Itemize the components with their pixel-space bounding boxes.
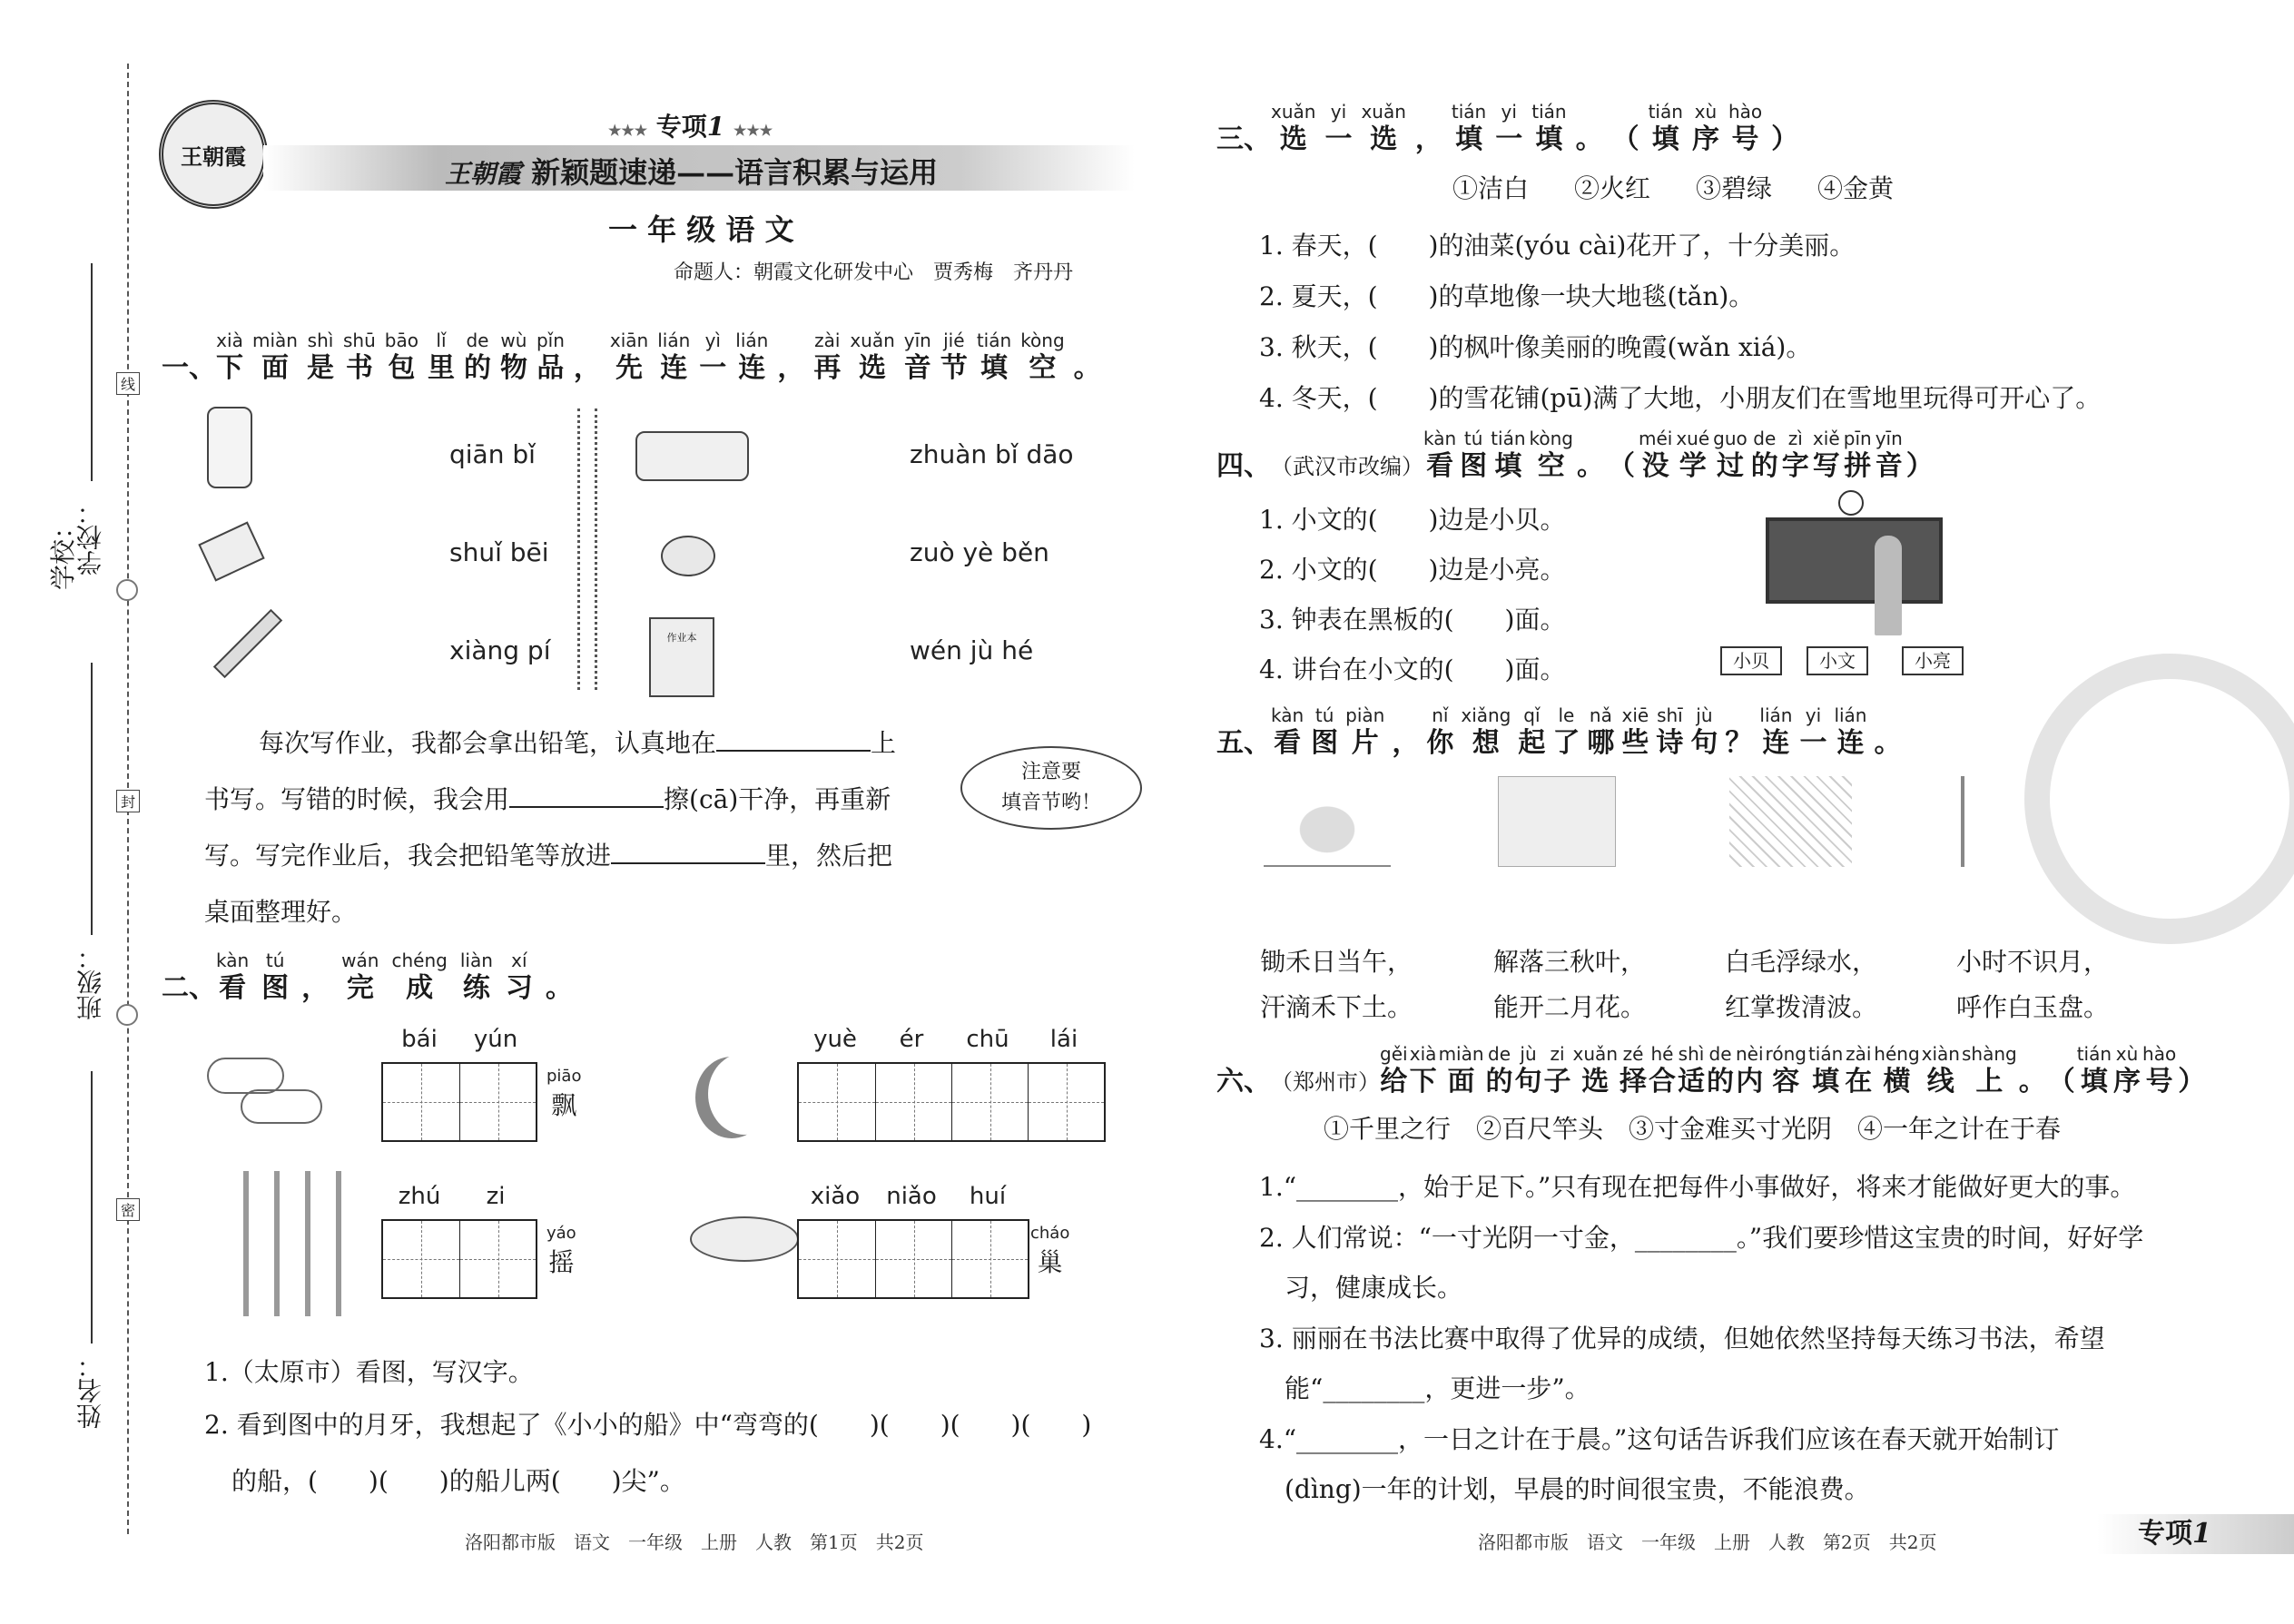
poem-1[interactable]: 锄禾日当午， 汗滴禾下土。 (1260, 947, 1413, 1022)
pinyin-char: tián 填 (1807, 1043, 1844, 1097)
pinyin-char: 。 (1575, 123, 1603, 155)
bottle-icon (207, 407, 252, 488)
notebook-icon: 作业本 (649, 617, 714, 697)
pinyin-char: zì 字 (1781, 428, 1809, 482)
pinyin-zuoyeben[interactable]: zuò yè běn (910, 537, 1049, 567)
pinyin-char: tú 图 (261, 950, 290, 1004)
pinyin-char: shàng 上 (1961, 1043, 2017, 1097)
poem-2[interactable]: 解落三秋叶， 能开二月花。 (1493, 947, 1647, 1022)
pinyin-char: héng 横 (1874, 1043, 1920, 1097)
name-label: 姓名： (75, 1353, 105, 1429)
pinyin-char: yīn 音 (903, 330, 931, 384)
grid-yueerchulai: yuè ér chū lái (797, 1026, 1106, 1142)
pinyin-char: shì 是 (306, 330, 334, 384)
subtitle: 一 年 级 语 文 (608, 212, 794, 247)
desk-label: 小文 (1807, 646, 1868, 675)
cloud-icon (241, 1089, 322, 1124)
pinyin-char: ） (1771, 123, 1799, 155)
pinyin-char: yīn 音 (1875, 428, 1903, 482)
class-label: 班级： (75, 944, 105, 1020)
pinyin-char: hào 号 (1728, 101, 1763, 155)
section-badge: ★★★ 专项1 ★★★ (608, 112, 773, 142)
s5-heading: 五、 kàn 看 tú 图 piàn 片 ， nǐ 你 xiǎng 想 qǐ 起 le 了 nǎ 哪 xiē 些 shī 诗 jù 句 ？ lián 连 yi 一 lián 连 。 (1216, 704, 1902, 759)
pinyin-char: bāo 包 (384, 330, 418, 384)
pinyin-char: shī 诗 (1656, 704, 1684, 759)
name-line[interactable] (91, 1071, 93, 1343)
desk-label: 小贝 (1720, 646, 1782, 675)
pinyin-char: liàn 练 (459, 950, 493, 1004)
pinyin-char: lián 连 (735, 330, 769, 384)
pinyin-char: jié 节 (940, 330, 968, 384)
pinyin-char: 。 (1577, 450, 1604, 482)
pinyin-char: xuǎn 选 (1271, 101, 1316, 155)
eraser-icon (198, 521, 264, 581)
pinyin-char: xù 序 (1691, 101, 1719, 155)
s2-q1: 1.（太原市）看图，写汉字。 (204, 1357, 534, 1387)
pinyin-char: xiān 先 (609, 330, 649, 384)
pinyin-char: de 的 (1750, 428, 1778, 482)
pinyin-char: tián 填 (1531, 101, 1567, 155)
pinyin-char: yi 一 (1324, 101, 1353, 155)
hole-icon (116, 1004, 138, 1026)
pinyin-char: jù 句 (1514, 1043, 1542, 1097)
binding-margin (48, 64, 154, 1534)
grid-zhuzi: zhú zi (381, 1183, 537, 1299)
pinyin-char: shū 书 (342, 330, 376, 384)
moon-icon (708, 1053, 781, 1135)
pinyin-char: jù 句 (1690, 704, 1718, 759)
pinyin-char: xià 下 (1409, 1043, 1437, 1097)
moon-child-image (1498, 776, 1616, 867)
footer-page2: 洛阳都市版 语文 一年级 上册 人教 第2页 共2页 (1478, 1531, 1937, 1553)
pinyin-char: miàn 面 (252, 330, 298, 384)
pinyin-char: zài 再 (813, 330, 842, 384)
cloud-icon (207, 1058, 284, 1094)
pencil-icon (213, 609, 282, 678)
sharpener-icon (661, 536, 715, 576)
pinyin-char: ， (573, 352, 601, 384)
class-line[interactable] (91, 663, 93, 935)
pinyin-char: de 的 (1485, 1043, 1513, 1097)
footer-page1: 洛阳都市版 语文 一年级 上册 人教 第1页 共2页 (465, 1531, 924, 1553)
pinyin-char: zài 在 (1845, 1043, 1873, 1097)
s1-heading: 一、 xià 下 miàn 面 shì 是 shū 书 bāo 包 lǐ 里 de 的 wù 物 pǐn 品 ， xiān 先 lián 连 yì 一 lián 连 ， zài 再 xuǎn 选 yīn 音 jié 节 tián 填 kòng 空 。 (162, 330, 1101, 384)
pinyin-char: tián 填 (1648, 101, 1683, 155)
pinyin-char: lián 连 (1759, 704, 1793, 759)
s3-heading: 三、 xuǎn 选 yi 一 xuǎn 选 ， tián 填 yi 一 tián 填 。 （ tián 填 xù 序 hào 号 ） (1216, 101, 1799, 155)
s6-options: ①千里之行 ②百尺竿头 ③寸金难买寸光阴 ④一年之计在于春 (1324, 1114, 2062, 1144)
pinyin-char: ？ (1725, 727, 1753, 759)
pinyin-shuibei[interactable]: shuǐ bēi (449, 537, 549, 567)
pinyin-char: zé 择 (1620, 1043, 1647, 1097)
s1-paragraph: 每次写作业，我都会拿出铅笔，认真地在 上 书写。写错的时候，我会用 擦(cā)干净，再重新 写。写完作业后，我会把铅笔等放进 里，然后把 桌面整理好。 (204, 728, 897, 927)
pinyin-char: piàn 片 (1345, 704, 1385, 759)
pinyin-char: xí 习 (505, 950, 533, 1004)
seal-line: 线 (116, 372, 140, 395)
pinyin-char: xiàn 线 (1921, 1043, 1960, 1097)
pinyin-char: lián 连 (657, 330, 691, 384)
pinyin-char: nèi 内 (1736, 1043, 1764, 1097)
pinyin-char: yì 一 (699, 330, 727, 384)
s4-heading: 四、 （武汉市改编） kàn 看 tú 图 tián 填 kòng 空 。 （ méi 没 xué 学 guo 过 de 的 zì 字 xiě 写 pīn 拼 yīn 音 ） (1216, 428, 1934, 482)
pinyin-char: kòng 空 (1529, 428, 1573, 482)
s6-heading: 六、 （郑州市） gěi 给 xià 下 miàn 面 de 的 jù 句 zi 子 xuǎn 选 zé 择 hé 合 shì 适 de 的 nèi 内 róng 容 tián 填 zài 在 héng 横 xiàn 线 shàng 上 。 （ tián 填 xù 序 hào 号 ） (1216, 1043, 2206, 1097)
pinyin-char: guo 过 (1713, 428, 1748, 482)
s2-q2-cont: 的船，( )( )的船儿两( )尖”。 (231, 1466, 685, 1496)
pinyin-char: tú 图 (1311, 704, 1339, 759)
school-label: 学校： (75, 499, 105, 576)
pinyin-char: 。 (2018, 1066, 2046, 1097)
pinyin-char: tú 图 (1460, 428, 1488, 482)
pinyin-char: lián 连 (1834, 704, 1867, 759)
blank[interactable] (611, 839, 765, 864)
pinyin-char: （ (1608, 450, 1635, 482)
s3-items: 1. 春天，( )的油菜(yóu cài)花开了，十分美丽。 2. 夏天，( )的草地像一块大地毯(tǎn)。 3. 秋天，( )的枫叶像美丽的晚霞(wǎn xiá)。 4. 冬天，( )的雪花铺(pū)满了大地，小朋友们在雪地里玩得可开心了。 (1259, 231, 2102, 413)
bamboo-icon (218, 1171, 345, 1316)
bird-nest-icon (690, 1216, 799, 1262)
geese-image (1264, 776, 1391, 867)
side-char-yao: yáo 摇 (546, 1224, 576, 1277)
pinyin-char: kòng 空 (1020, 330, 1065, 384)
pencil-box-icon (635, 431, 749, 481)
authors: 命题人：朝霞文化研发中心 贾秀梅 齐丹丹 (674, 261, 1074, 284)
pinyin-xiangpi[interactable]: xiàng pí (449, 635, 551, 665)
pinyin-char: méi 没 (1639, 428, 1673, 482)
side-char-chao: cháo 巢 (1030, 1224, 1070, 1277)
pinyin-char: kàn 看 (1423, 428, 1457, 482)
clock-icon (1838, 490, 1864, 516)
desk-label: 小亮 (1902, 646, 1964, 675)
pinyin-char: 。 (545, 972, 573, 1004)
pinyin-wenjuhe[interactable]: wén jù hé (910, 635, 1034, 665)
pinyin-char: zi 子 (1543, 1043, 1571, 1097)
pinyin-char: gěi 给 (1380, 1043, 1408, 1097)
pinyin-char: qǐ 起 (1518, 704, 1546, 759)
pinyin-char: tián 填 (1451, 101, 1487, 155)
pinyin-char: ） (2178, 1066, 2206, 1097)
pinyin-char: hào 号 (2142, 1043, 2177, 1097)
pinyin-char: nǐ 你 (1426, 704, 1454, 759)
s2-heading: 二、 kàn 看 tú 图 ， wán 完 chéng 成 liàn 练 xí 习 。 (162, 950, 573, 1004)
school-line[interactable] (91, 263, 93, 481)
pinyin-char: 。 (1073, 352, 1101, 384)
pinyin-char: tián 填 (2076, 1043, 2112, 1097)
pinyin-char: xuǎn 选 (1361, 101, 1406, 155)
pinyin-char: pīn 拼 (1843, 428, 1872, 482)
pinyin-char: shì 适 (1678, 1043, 1705, 1097)
pinyin-char: tián 填 (976, 330, 1012, 384)
grid-xiaoniaohui: xiǎo niǎo huí (797, 1183, 1029, 1299)
side-char-piao: piāo 飘 (546, 1067, 582, 1120)
pinyin-char: miàn 面 (1438, 1043, 1484, 1097)
pinyin-zhuanbidao[interactable]: zhuàn bǐ dāo (910, 439, 1074, 469)
pinyin-char: róng 容 (1765, 1043, 1807, 1097)
logo: 王朝霞 (159, 100, 268, 209)
pinyin-char: xué 学 (1676, 428, 1710, 482)
pinyin-char: （ (2047, 1066, 2075, 1097)
poem-3[interactable]: 白毛浮绿水， 红掌拨清波。 (1725, 947, 1878, 1022)
pinyin-char: xù 序 (2113, 1043, 2141, 1097)
pinyin-char: ） (1905, 450, 1934, 482)
blank[interactable] (509, 782, 664, 808)
pinyin-char: kàn 看 (1271, 704, 1305, 759)
pinyin-char: xuǎn 选 (1572, 1043, 1618, 1097)
pinyin-char: xiě 写 (1812, 428, 1840, 482)
pinyin-char: xià 下 (216, 330, 243, 384)
pinyin-char: tián 填 (1491, 428, 1526, 482)
wind-tree-image (1961, 776, 2070, 867)
pinyin-char: ， (1414, 123, 1442, 155)
seal-secret: 密 (116, 1198, 140, 1221)
pinyin-char: pǐn 品 (536, 330, 565, 384)
hole-icon (116, 579, 138, 601)
farmer-image (1729, 776, 1852, 867)
s4-items: 1. 小文的( )边是小贝。 2. 小文的( )边是小亮。 3. 钟表在黑板的( )面。 4. 讲台在小文的( )面。 (1259, 505, 1566, 684)
blank[interactable] (716, 726, 871, 752)
poem-4[interactable]: 小时不识月， 呼作白玉盘。 (1956, 947, 2110, 1022)
teacher (1875, 536, 1902, 635)
school-label: 学校： (48, 513, 78, 590)
pinyin-char: ， (777, 352, 805, 384)
pinyin-char: kàn 看 (216, 950, 250, 1004)
corner-badge: 专项1 (2097, 1514, 2294, 1554)
pinyin-char: yi 一 (1799, 704, 1827, 759)
pinyin-char: chéng 成 (391, 950, 448, 1004)
pinyin-char: de 的 (463, 330, 491, 384)
page-title: 王朝霞 新颖题速递——语言积累与运用 (445, 155, 939, 190)
pinyin-char: hé 合 (1649, 1043, 1676, 1097)
pinyin-char: wù 物 (499, 330, 527, 384)
pinyin-qianbi[interactable]: qiān bǐ (449, 439, 536, 469)
pinyin-char: 。 (1874, 727, 1902, 759)
pinyin-char: nǎ 哪 (1587, 704, 1615, 759)
pinyin-char: ， (301, 972, 330, 1004)
pinyin-char: xuǎn 选 (850, 330, 895, 384)
pinyin-char: le 了 (1552, 704, 1580, 759)
hint-cloud: 注意要 填音节哟！ (960, 746, 1142, 830)
pinyin-char: lǐ 里 (427, 330, 455, 384)
s2-q2: 2. 看到图中的月牙，我想起了《小小的船》中“弯弯的( )( )( )( ) (204, 1410, 1092, 1440)
classroom-image (1716, 490, 1981, 681)
pinyin-char: xiē 些 (1621, 704, 1649, 759)
pinyin-char: （ (1611, 123, 1639, 155)
blackboard (1766, 517, 1943, 604)
grid-baiyun: bái yún (381, 1026, 537, 1142)
binder-ring (577, 408, 597, 690)
pinyin-char: xiǎng 想 (1461, 704, 1511, 759)
pinyin-char: wán 完 (341, 950, 379, 1004)
s6-items: 1.“________，始于足下。”只有现在把每件小事做好，将来才能做好更大的事。 2. 人们常说：“一寸光阴一寸金，________。”我们要珍惜这宝贵的时间，好好学 习，健康成长。 3. 丽丽在书法比赛中取得了优异的成绩，但她依然坚持每天练习书法，希望 能“________，更进一步”。 4.“________，一日之计在于晨。”这句话告诉我们应该在春天就开始制订 (dìng)一年的计划，早晨的时间很宝贵，不能浪费。 (1259, 1172, 2144, 1504)
seal-seal: 封 (116, 790, 140, 812)
pinyin-char: ， (1392, 727, 1420, 759)
pinyin-char: de 的 (1707, 1043, 1734, 1097)
pinyin-char: yi 一 (1495, 101, 1523, 155)
s3-options: ①洁白 ②火红 ③碧绿 ④金黄 (1452, 173, 1895, 203)
